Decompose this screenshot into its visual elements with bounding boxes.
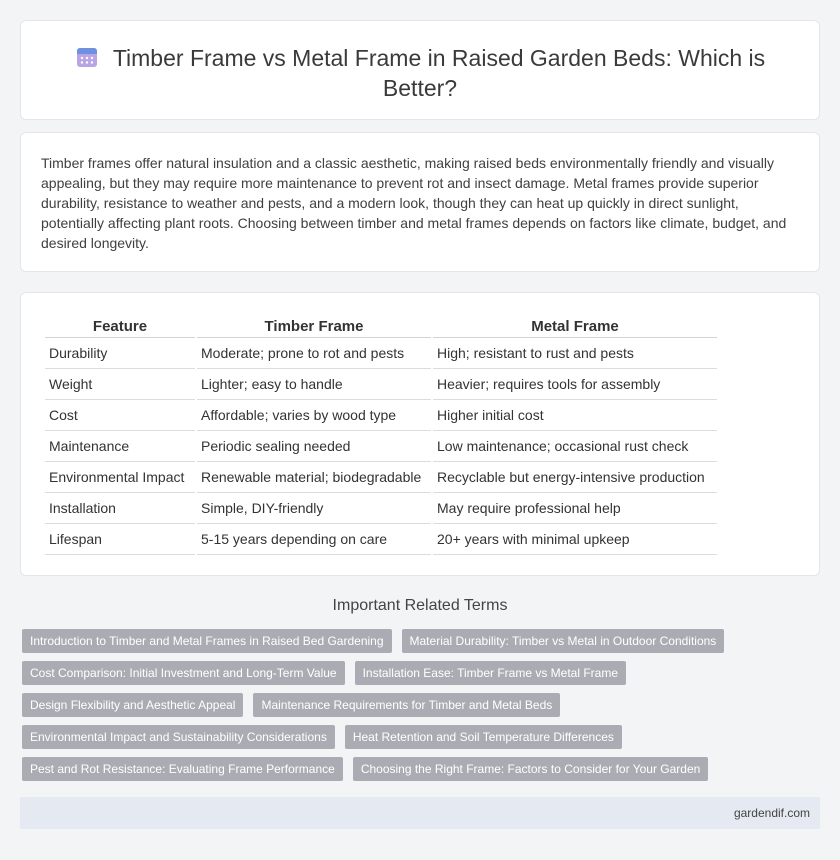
- table-header-row: [45, 315, 717, 338]
- related-term-tag[interactable]: Pest and Rot Resistance: Evaluating Frame Performance: [22, 757, 343, 781]
- page-title: [61, 43, 779, 103]
- table-cell: Recyclable but energy-intensive production: [433, 462, 717, 493]
- table-cell: Periodic sealing needed: [197, 431, 431, 462]
- table-cell: Environmental Impact: [45, 462, 195, 493]
- related-term-tag[interactable]: Choosing the Right Frame: Factors to Consider for Your Garden: [353, 757, 709, 781]
- table-row: [45, 369, 717, 400]
- table-cell: Cost: [45, 400, 195, 431]
- table-row: [45, 400, 717, 431]
- table-row: [45, 462, 717, 493]
- related-term-tag[interactable]: Design Flexibility and Aesthetic Appeal: [22, 693, 243, 717]
- calendar-icon: [75, 45, 99, 69]
- table-cell: 5-15 years depending on care: [197, 524, 431, 555]
- column-header-feature: Feature: [45, 315, 195, 338]
- table-cell: Renewable material; biodegradable: [197, 462, 431, 493]
- related-terms-heading: Important Related Terms: [332, 597, 508, 614]
- table-cell: High; resistant to rust and pests: [433, 338, 717, 369]
- tag-row: [22, 629, 822, 653]
- comparison-table-card: [20, 292, 820, 576]
- intro-paragraph: Timber frames offer natural insulation and a classic aesthetic, making raised beds environmentally friendly and visually appealing, but they may require more maintenance to prevent rot and insect damage. Metal frames provide superior durability, resistance to weather and pests, and a modern look, though they can heat up quickly in direct sunlight, potentially affecting plant roots. Choosing between timber and metal frames depends on factors like climate, budget, and desired longevity.: [41, 155, 787, 251]
- table-cell: Affordable; varies by wood type: [197, 400, 431, 431]
- related-term-tag[interactable]: Material Durability: Timber vs Metal in Outdoor Conditions: [402, 629, 725, 653]
- table-cell: Maintenance: [45, 431, 195, 462]
- table-cell: Moderate; prone to rot and pests: [197, 338, 431, 369]
- related-term-tag[interactable]: Environmental Impact and Sustainability Considerations: [22, 725, 335, 749]
- table-cell: Durability: [45, 338, 195, 369]
- related-terms-list: [22, 629, 822, 789]
- tag-row: [22, 757, 822, 781]
- table-cell: May require professional help: [433, 493, 717, 524]
- table-cell: Heavier; requires tools for assembly: [433, 369, 717, 400]
- table-cell: Simple, DIY-friendly: [197, 493, 431, 524]
- related-term-tag[interactable]: Heat Retention and Soil Temperature Differences: [345, 725, 622, 749]
- tag-row: [22, 661, 822, 685]
- related-term-tag[interactable]: Maintenance Requirements for Timber and Metal Beds: [253, 693, 560, 717]
- table-row: [45, 493, 717, 524]
- table-row: [45, 431, 717, 462]
- table-cell: Lifespan: [45, 524, 195, 555]
- intro-card: [20, 132, 820, 272]
- related-term-tag[interactable]: Introduction to Timber and Metal Frames in Raised Bed Gardening: [22, 629, 392, 653]
- footer-site-link[interactable]: gardendif.com: [733, 806, 810, 820]
- table-cell: 20+ years with minimal upkeep: [433, 524, 717, 555]
- table-cell: Higher initial cost: [433, 400, 717, 431]
- column-header-metal: Metal Frame: [433, 315, 717, 338]
- tag-row: [22, 693, 822, 717]
- comparison-table: [43, 315, 719, 555]
- table-row: [45, 524, 717, 555]
- related-term-tag[interactable]: Installation Ease: Timber Frame vs Metal Frame: [355, 661, 626, 685]
- column-header-timber: Timber Frame: [197, 315, 431, 338]
- table-cell: Lighter; easy to handle: [197, 369, 431, 400]
- table-row: [45, 338, 717, 369]
- footer-bar: [20, 797, 820, 829]
- table-cell: Low maintenance; occasional rust check: [433, 431, 717, 462]
- tag-row: [22, 725, 822, 749]
- related-term-tag[interactable]: Cost Comparison: Initial Investment and Long-Term Value: [22, 661, 345, 685]
- header-card: [20, 20, 820, 120]
- table-cell: Installation: [45, 493, 195, 524]
- table-cell: Weight: [45, 369, 195, 400]
- page-title-text: Timber Frame vs Metal Frame in Raised Garden Beds: Which is Better?: [112, 45, 766, 101]
- title-wrap: [61, 43, 779, 103]
